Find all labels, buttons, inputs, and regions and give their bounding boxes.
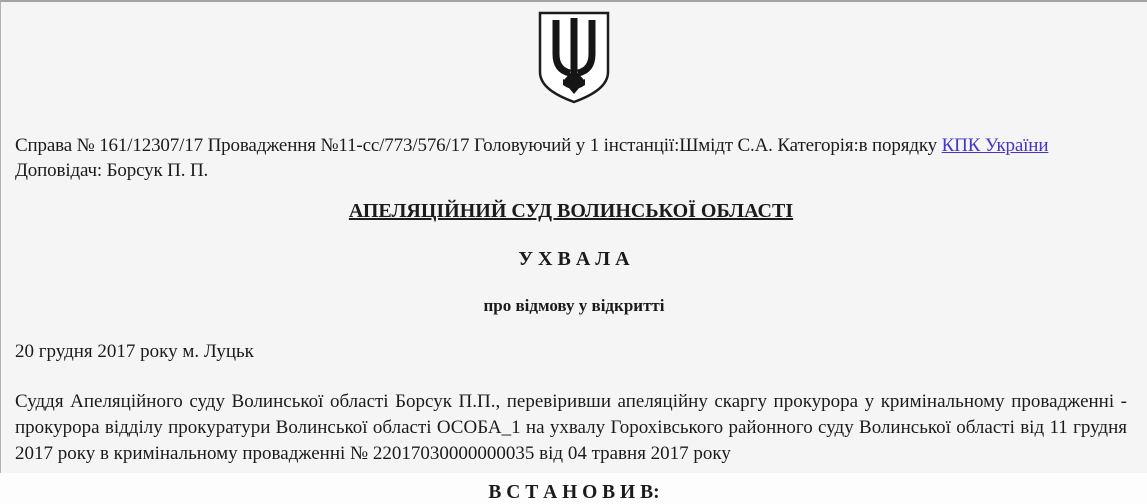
- reporter-line-text: Доповідач: Борсук П. П.: [15, 160, 209, 181]
- date-place-line: 20 грудня 2017 року м. Луцьк: [15, 341, 254, 362]
- case-summary-paragraph: Суддя Апеляційного суду Волинської області Борсук П.П., перевіривши апеляційну скаргу прокурора у кримінальному провадженні - прокурора відділу прокуратури Волинської області ОСОБА_1 на ухвалу Горохівського районного суду Волинської області від 11 грудня 2017 року в кримінальному провадженні № 22017030000000035 від 04 травня 2017 року: [15, 391, 1127, 464]
- case-info-block: [15, 133, 1127, 183]
- court-name-heading: [15, 200, 1127, 223]
- case-number-text: Справа № 161/12307/17 Провадження №11-сс/773/576/17 Головуючий у 1 інстанції:Шмідт С.А. Категорія:в порядку: [15, 135, 942, 156]
- document-type-heading: У Х В А Л А: [518, 248, 630, 270]
- ukraine-trident-emblem-icon: [537, 11, 611, 105]
- kpk-ukraine-link[interactable]: КПК України: [941, 135, 1049, 156]
- document-subject-heading: про відмову у відкритті: [483, 296, 665, 315]
- resolution-heading: В С Т А Н О В И В:: [488, 482, 660, 503]
- court-name-text: АПЕЛЯЦІЙНИЙ СУД ВОЛИНСЬКОЇ ОБЛАСТІ: [348, 200, 794, 222]
- emblem-container: [1, 11, 1147, 105]
